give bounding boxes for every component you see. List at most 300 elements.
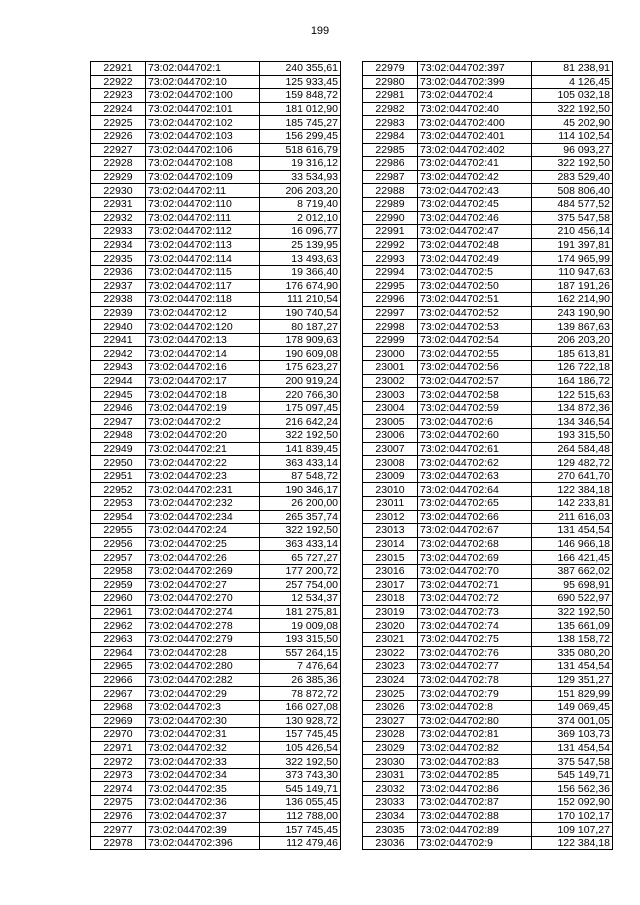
- row-number-cell: 22932: [91, 211, 146, 225]
- cadastral-number-cell: 73:02:044702:78: [418, 673, 532, 687]
- table-row: [363, 388, 613, 402]
- row-number-cell: 22994: [363, 265, 418, 279]
- table-row: [363, 646, 613, 660]
- cadastral-number-cell: 73:02:044702:401: [418, 129, 532, 143]
- table-row: [363, 265, 613, 279]
- table-row: [363, 578, 613, 592]
- cadastral-number-cell: 73:02:044702:397: [418, 62, 532, 76]
- value-cell: 136 055,45: [260, 796, 341, 810]
- value-cell: 19 366,40: [260, 265, 341, 279]
- value-cell: 211 616,03: [532, 510, 613, 524]
- table-row: [363, 456, 613, 470]
- row-number-cell: 22923: [91, 89, 146, 103]
- value-cell: 129 351,27: [532, 673, 613, 687]
- row-number-cell: 22956: [91, 537, 146, 551]
- cadastral-number-cell: 73:02:044702:24: [146, 524, 260, 538]
- table-row: [363, 75, 613, 89]
- value-cell: 159 848,72: [260, 89, 341, 103]
- value-cell: 322 192,50: [532, 157, 613, 171]
- row-number-cell: 22995: [363, 279, 418, 293]
- table-row: [91, 238, 341, 252]
- table-row: [363, 252, 613, 266]
- table-row: [363, 333, 613, 347]
- value-cell: 45 202,90: [532, 116, 613, 130]
- cadastral-number-cell: 73:02:044702:54: [418, 333, 532, 347]
- row-number-cell: 23028: [363, 728, 418, 742]
- value-cell: 265 357,74: [260, 510, 341, 524]
- cadastral-number-cell: 73:02:044702:108: [146, 157, 260, 171]
- value-cell: 134 872,36: [532, 401, 613, 415]
- table-row: [363, 510, 613, 524]
- value-cell: 2 012,10: [260, 211, 341, 225]
- value-cell: 322 192,50: [532, 605, 613, 619]
- table-row: [363, 700, 613, 714]
- cadastral-number-cell: 73:02:044702:6: [418, 415, 532, 429]
- table-row: [91, 184, 341, 198]
- cadastral-number-cell: 73:02:044702:282: [146, 673, 260, 687]
- table-row: [363, 619, 613, 633]
- row-number-cell: 23027: [363, 714, 418, 728]
- cadastral-number-cell: 73:02:044702:115: [146, 265, 260, 279]
- cadastral-number-cell: 73:02:044702:234: [146, 510, 260, 524]
- cadastral-number-cell: 73:02:044702:19: [146, 401, 260, 415]
- cadastral-number-cell: 73:02:044702:400: [418, 116, 532, 130]
- value-cell: 374 001,05: [532, 714, 613, 728]
- row-number-cell: 22987: [363, 170, 418, 184]
- row-number-cell: 23015: [363, 551, 418, 565]
- row-number-cell: 22985: [363, 143, 418, 157]
- row-number-cell: 22999: [363, 333, 418, 347]
- value-cell: 16 096,77: [260, 225, 341, 239]
- row-number-cell: 22955: [91, 524, 146, 538]
- row-number-cell: 22966: [91, 673, 146, 687]
- table-row: [91, 388, 341, 402]
- value-cell: 484 577,52: [532, 197, 613, 211]
- cadastral-number-cell: 73:02:044702:34: [146, 768, 260, 782]
- table-row: [363, 102, 613, 116]
- value-cell: 157 745,45: [260, 823, 341, 837]
- cadastral-number-cell: 73:02:044702:30: [146, 714, 260, 728]
- row-number-cell: 22973: [91, 768, 146, 782]
- cadastral-number-cell: 73:02:044702:66: [418, 510, 532, 524]
- cadastral-number-cell: 73:02:044702:53: [418, 320, 532, 334]
- cadastral-number-cell: 73:02:044702:59: [418, 401, 532, 415]
- table-row: [91, 768, 341, 782]
- cadastral-number-cell: 73:02:044702:49: [418, 252, 532, 266]
- cadastral-number-cell: 73:02:044702:112: [146, 225, 260, 239]
- row-number-cell: 22989: [363, 197, 418, 211]
- data-table-left: [90, 61, 341, 850]
- row-number-cell: 22965: [91, 660, 146, 674]
- cadastral-number-cell: 73:02:044702:68: [418, 537, 532, 551]
- row-number-cell: 22928: [91, 157, 146, 171]
- value-cell: 13 493,63: [260, 252, 341, 266]
- cadastral-number-cell: 73:02:044702:101: [146, 102, 260, 116]
- value-cell: 690 522,97: [532, 592, 613, 606]
- row-number-cell: 22992: [363, 238, 418, 252]
- value-cell: 206 203,20: [532, 333, 613, 347]
- value-cell: 363 433,14: [260, 537, 341, 551]
- value-cell: 131 454,54: [532, 660, 613, 674]
- cadastral-number-cell: 73:02:044702:73: [418, 605, 532, 619]
- row-number-cell: 22938: [91, 293, 146, 307]
- cadastral-number-cell: 73:02:044702:40: [418, 102, 532, 116]
- value-cell: 557 264,15: [260, 646, 341, 660]
- cadastral-number-cell: 73:02:044702:274: [146, 605, 260, 619]
- cadastral-number-cell: 73:02:044702:69: [418, 551, 532, 565]
- value-cell: 164 186,72: [532, 374, 613, 388]
- cadastral-number-cell: 73:02:044702:270: [146, 592, 260, 606]
- value-cell: 105 426,54: [260, 741, 341, 755]
- row-number-cell: 23005: [363, 415, 418, 429]
- table-row: [363, 129, 613, 143]
- table-row: [363, 306, 613, 320]
- table-row: [91, 469, 341, 483]
- cadastral-number-cell: 73:02:044702:231: [146, 483, 260, 497]
- table-row: [91, 429, 341, 443]
- value-cell: 135 661,09: [532, 619, 613, 633]
- row-number-cell: 23003: [363, 388, 418, 402]
- cadastral-number-cell: 73:02:044702:5: [418, 265, 532, 279]
- value-cell: 162 214,90: [532, 293, 613, 307]
- table-row: [91, 320, 341, 334]
- cadastral-number-cell: 73:02:044702:269: [146, 564, 260, 578]
- row-number-cell: 22933: [91, 225, 146, 239]
- cadastral-number-cell: 73:02:044702:86: [418, 782, 532, 796]
- value-cell: 109 107,27: [532, 823, 613, 837]
- cadastral-number-cell: 73:02:044702:55: [418, 347, 532, 361]
- cadastral-number-cell: 73:02:044702:111: [146, 211, 260, 225]
- table-row: [91, 714, 341, 728]
- value-cell: 206 203,20: [260, 184, 341, 198]
- cadastral-number-cell: 73:02:044702:278: [146, 619, 260, 633]
- table-row: [91, 564, 341, 578]
- row-number-cell: 22977: [91, 823, 146, 837]
- value-cell: 190 740,54: [260, 306, 341, 320]
- row-number-cell: 23002: [363, 374, 418, 388]
- table-row: [91, 293, 341, 307]
- cadastral-number-cell: 73:02:044702:82: [418, 741, 532, 755]
- value-cell: 190 346,17: [260, 483, 341, 497]
- row-number-cell: 23000: [363, 347, 418, 361]
- value-cell: 185 613,81: [532, 347, 613, 361]
- row-number-cell: 23010: [363, 483, 418, 497]
- value-cell: 220 766,30: [260, 388, 341, 402]
- value-cell: 110 947,63: [532, 265, 613, 279]
- cadastral-number-cell: 73:02:044702:106: [146, 143, 260, 157]
- value-cell: 131 454,54: [532, 524, 613, 538]
- row-number-cell: 23026: [363, 700, 418, 714]
- row-number-cell: 22960: [91, 592, 146, 606]
- value-cell: 178 909,63: [260, 333, 341, 347]
- row-number-cell: 23008: [363, 456, 418, 470]
- value-cell: 152 092,90: [532, 796, 613, 810]
- cadastral-number-cell: 73:02:044702:61: [418, 442, 532, 456]
- table-row: [91, 605, 341, 619]
- row-number-cell: 22964: [91, 646, 146, 660]
- cadastral-number-cell: 73:02:044702:31: [146, 728, 260, 742]
- row-number-cell: 22990: [363, 211, 418, 225]
- value-cell: 126 722,18: [532, 361, 613, 375]
- table-row: [363, 755, 613, 769]
- table-row: [363, 374, 613, 388]
- value-cell: 193 315,50: [532, 429, 613, 443]
- value-cell: 4 126,45: [532, 75, 613, 89]
- value-cell: 12 534,37: [260, 592, 341, 606]
- cadastral-number-cell: 73:02:044702:35: [146, 782, 260, 796]
- value-cell: 191 397,81: [532, 238, 613, 252]
- table-row: [91, 442, 341, 456]
- table-row: [363, 483, 613, 497]
- cadastral-number-cell: 73:02:044702:120: [146, 320, 260, 334]
- row-number-cell: 23033: [363, 796, 418, 810]
- value-cell: 181 012,90: [260, 102, 341, 116]
- cadastral-number-cell: 73:02:044702:57: [418, 374, 532, 388]
- cadastral-number-cell: 73:02:044702:3: [146, 700, 260, 714]
- page-number: 199: [310, 25, 330, 37]
- row-number-cell: 22975: [91, 796, 146, 810]
- row-number-cell: 23029: [363, 741, 418, 755]
- table-row: [363, 442, 613, 456]
- value-cell: 176 674,90: [260, 279, 341, 293]
- cadastral-number-cell: 73:02:044702:74: [418, 619, 532, 633]
- value-cell: 81 238,91: [532, 62, 613, 76]
- row-number-cell: 22981: [363, 89, 418, 103]
- value-cell: 240 355,61: [260, 62, 341, 76]
- cadastral-number-cell: 73:02:044702:60: [418, 429, 532, 443]
- table-row: [363, 564, 613, 578]
- row-number-cell: 23014: [363, 537, 418, 551]
- table-row: [91, 197, 341, 211]
- cadastral-number-cell: 73:02:044702:39: [146, 823, 260, 837]
- cadastral-number-cell: 73:02:044702:18: [146, 388, 260, 402]
- cadastral-number-cell: 73:02:044702:17: [146, 374, 260, 388]
- value-cell: 257 754,00: [260, 578, 341, 592]
- row-number-cell: 22998: [363, 320, 418, 334]
- cadastral-number-cell: 73:02:044702:42: [418, 170, 532, 184]
- row-number-cell: 22940: [91, 320, 146, 334]
- cadastral-number-cell: 73:02:044702:1: [146, 62, 260, 76]
- value-cell: 264 584,48: [532, 442, 613, 456]
- cadastral-number-cell: 73:02:044702:22: [146, 456, 260, 470]
- cadastral-number-cell: 73:02:044702:77: [418, 660, 532, 674]
- table-row: [91, 578, 341, 592]
- cadastral-number-cell: 73:02:044702:46: [418, 211, 532, 225]
- table-row: [363, 728, 613, 742]
- row-number-cell: 23034: [363, 809, 418, 823]
- value-cell: 181 275,81: [260, 605, 341, 619]
- table-row: [363, 605, 613, 619]
- table-row: [91, 809, 341, 823]
- row-number-cell: 22939: [91, 306, 146, 320]
- row-number-cell: 23030: [363, 755, 418, 769]
- value-cell: 149 069,45: [532, 700, 613, 714]
- value-cell: 175 623,27: [260, 361, 341, 375]
- value-cell: 216 642,24: [260, 415, 341, 429]
- table-row: [91, 782, 341, 796]
- row-number-cell: 22958: [91, 564, 146, 578]
- value-cell: 156 299,45: [260, 129, 341, 143]
- cadastral-number-cell: 73:02:044702:51: [418, 293, 532, 307]
- value-cell: 8 719,40: [260, 197, 341, 211]
- table-row: [91, 700, 341, 714]
- table-row: [363, 238, 613, 252]
- table-row: [91, 252, 341, 266]
- cadastral-number-cell: 73:02:044702:118: [146, 293, 260, 307]
- table-row: [91, 401, 341, 415]
- cadastral-number-cell: 73:02:044702:67: [418, 524, 532, 538]
- cadastral-number-cell: 73:02:044702:20: [146, 429, 260, 443]
- value-cell: 139 867,63: [532, 320, 613, 334]
- cadastral-number-cell: 73:02:044702:33: [146, 755, 260, 769]
- cadastral-number-cell: 73:02:044702:100: [146, 89, 260, 103]
- cadastral-number-cell: 73:02:044702:87: [418, 796, 532, 810]
- value-cell: 111 210,54: [260, 293, 341, 307]
- table-row: [363, 768, 613, 782]
- value-cell: 243 190,90: [532, 306, 613, 320]
- table-row: [363, 62, 613, 76]
- row-number-cell: 22941: [91, 333, 146, 347]
- row-number-cell: 22949: [91, 442, 146, 456]
- table-row: [91, 75, 341, 89]
- table-row: [363, 89, 613, 103]
- value-cell: 322 192,50: [532, 102, 613, 116]
- value-cell: 387 662,02: [532, 564, 613, 578]
- table-row: [91, 836, 341, 850]
- row-number-cell: 23020: [363, 619, 418, 633]
- value-cell: 322 192,50: [260, 429, 341, 443]
- table-row: [91, 673, 341, 687]
- row-number-cell: 23006: [363, 429, 418, 443]
- row-number-cell: 23036: [363, 836, 418, 850]
- row-number-cell: 22937: [91, 279, 146, 293]
- table-row: [91, 823, 341, 837]
- cadastral-number-cell: 73:02:044702:396: [146, 836, 260, 850]
- value-cell: 87 548,72: [260, 469, 341, 483]
- table-row: [91, 129, 341, 143]
- row-number-cell: 22935: [91, 252, 146, 266]
- cadastral-number-cell: 73:02:044702:41: [418, 157, 532, 171]
- value-cell: 157 745,45: [260, 728, 341, 742]
- table-row: [363, 116, 613, 130]
- cadastral-number-cell: 73:02:044702:11: [146, 184, 260, 198]
- cadastral-number-cell: 73:02:044702:70: [418, 564, 532, 578]
- cadastral-number-cell: 73:02:044702:50: [418, 279, 532, 293]
- value-cell: 125 933,45: [260, 75, 341, 89]
- value-cell: 166 027,08: [260, 700, 341, 714]
- table-row: [91, 592, 341, 606]
- row-number-cell: 22978: [91, 836, 146, 850]
- row-number-cell: 23021: [363, 632, 418, 646]
- cadastral-number-cell: 73:02:044702:102: [146, 116, 260, 130]
- row-number-cell: 22942: [91, 347, 146, 361]
- value-cell: 112 788,00: [260, 809, 341, 823]
- value-cell: 156 562,36: [532, 782, 613, 796]
- cadastral-number-cell: 73:02:044702:110: [146, 197, 260, 211]
- table-row: [363, 157, 613, 171]
- table-row: [91, 265, 341, 279]
- table-row: [91, 211, 341, 225]
- value-cell: 142 233,81: [532, 497, 613, 511]
- table-row: [363, 184, 613, 198]
- cadastral-number-cell: 73:02:044702:280: [146, 660, 260, 674]
- cadastral-number-cell: 73:02:044702:43: [418, 184, 532, 198]
- table-row: [363, 537, 613, 551]
- table-row: [363, 347, 613, 361]
- row-number-cell: 23013: [363, 524, 418, 538]
- row-number-cell: 22925: [91, 116, 146, 130]
- row-number-cell: 23019: [363, 605, 418, 619]
- value-cell: 129 482,72: [532, 456, 613, 470]
- row-number-cell: 22993: [363, 252, 418, 266]
- cadastral-number-cell: 73:02:044702:71: [418, 578, 532, 592]
- value-cell: 174 965,99: [532, 252, 613, 266]
- cadastral-number-cell: 73:02:044702:232: [146, 497, 260, 511]
- value-cell: 193 315,50: [260, 632, 341, 646]
- cadastral-number-cell: 73:02:044702:21: [146, 442, 260, 456]
- row-number-cell: 22986: [363, 157, 418, 171]
- row-number-cell: 22954: [91, 510, 146, 524]
- cadastral-number-cell: 73:02:044702:89: [418, 823, 532, 837]
- row-number-cell: 23031: [363, 768, 418, 782]
- table-row: [363, 143, 613, 157]
- table-row: [91, 524, 341, 538]
- cadastral-number-cell: 73:02:044702:62: [418, 456, 532, 470]
- value-cell: 508 806,40: [532, 184, 613, 198]
- value-cell: 26 385,36: [260, 673, 341, 687]
- table-row: [91, 796, 341, 810]
- value-cell: 322 192,50: [260, 755, 341, 769]
- cadastral-number-cell: 73:02:044702:64: [418, 483, 532, 497]
- row-number-cell: 22967: [91, 687, 146, 701]
- table-row: [91, 225, 341, 239]
- table-row: [91, 62, 341, 76]
- table-row: [363, 197, 613, 211]
- table-row: [363, 673, 613, 687]
- value-cell: 105 032,18: [532, 89, 613, 103]
- value-cell: 375 547,58: [532, 755, 613, 769]
- row-number-cell: 22957: [91, 551, 146, 565]
- value-cell: 95 698,91: [532, 578, 613, 592]
- value-cell: 200 919,24: [260, 374, 341, 388]
- cadastral-number-cell: 73:02:044702:48: [418, 238, 532, 252]
- value-cell: 33 534,93: [260, 170, 341, 184]
- table-row: [363, 551, 613, 565]
- cadastral-number-cell: 73:02:044702:28: [146, 646, 260, 660]
- row-number-cell: 22948: [91, 429, 146, 443]
- value-cell: 122 515,63: [532, 388, 613, 402]
- value-cell: 26 200,00: [260, 497, 341, 511]
- cadastral-number-cell: 73:02:044702:79: [418, 687, 532, 701]
- table-row: [363, 809, 613, 823]
- cadastral-number-cell: 73:02:044702:76: [418, 646, 532, 660]
- table-row: [91, 143, 341, 157]
- row-number-cell: 23012: [363, 510, 418, 524]
- table-row: [363, 660, 613, 674]
- row-number-cell: 22931: [91, 197, 146, 211]
- row-number-cell: 22969: [91, 714, 146, 728]
- table-row: [91, 660, 341, 674]
- cadastral-number-cell: 73:02:044702:399: [418, 75, 532, 89]
- value-cell: 146 966,18: [532, 537, 613, 551]
- table-row: [91, 347, 341, 361]
- table-row: [363, 469, 613, 483]
- row-number-cell: 23025: [363, 687, 418, 701]
- cadastral-number-cell: 73:02:044702:10: [146, 75, 260, 89]
- cadastral-number-cell: 73:02:044702:16: [146, 361, 260, 375]
- row-number-cell: 22982: [363, 102, 418, 116]
- table-row: [363, 632, 613, 646]
